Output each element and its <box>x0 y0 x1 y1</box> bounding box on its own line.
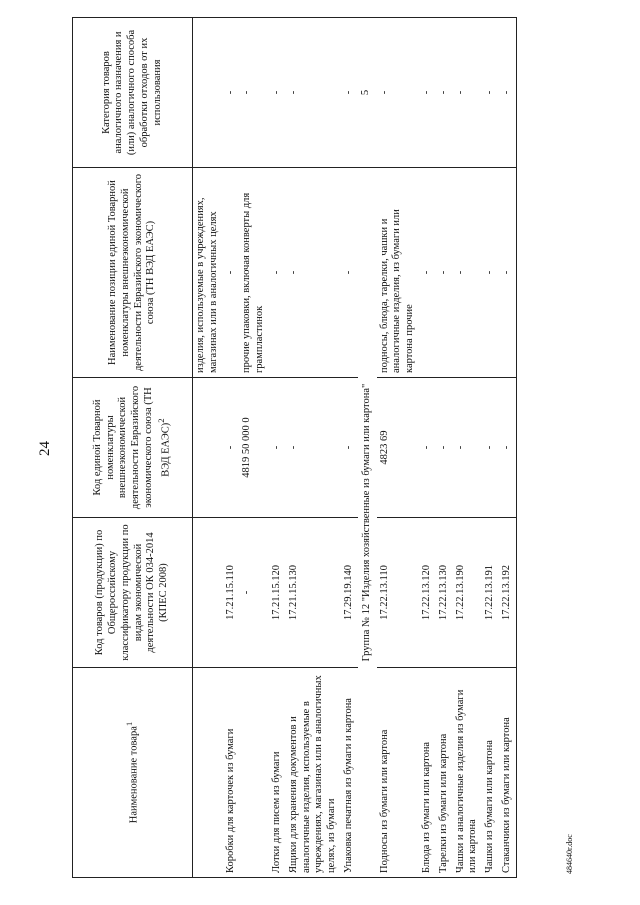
table-header-row <box>73 18 193 878</box>
cell-okpd: 17.21.15.130 <box>286 518 341 668</box>
cell-category: - <box>499 18 516 168</box>
cell-tnved-code: - <box>419 378 436 518</box>
group-row <box>358 18 377 878</box>
cell-tnved-code: - <box>341 378 358 518</box>
cell-tnved-code: - <box>223 378 240 518</box>
cell-name <box>239 668 269 878</box>
rotated-table-container <box>72 18 592 878</box>
cell-okpd: 17.22.13.130 <box>436 518 453 668</box>
cell-tnved-name: - <box>269 168 286 378</box>
cell-okpd: 17.22.13.190 <box>453 518 483 668</box>
cell-tnved-name: прочие упаковки, включая конверты для грампластинок <box>239 168 269 378</box>
cell-name: Подносы из бумаги или картона <box>377 668 419 878</box>
cell-okpd <box>193 518 223 668</box>
cell-tnved-name: подносы, блюда, тарелки, чашки и аналогичные изделия, из бумаги или картона прочие <box>377 168 419 378</box>
footer-filename: 484640r.doc <box>565 834 574 874</box>
cell-category: - <box>377 18 419 168</box>
cell-tnved-name: - <box>286 168 341 378</box>
cell-okpd: - <box>239 518 269 668</box>
cell-okpd: 17.22.13.120 <box>419 518 436 668</box>
table-row <box>499 18 516 878</box>
cell-category: - <box>436 18 453 168</box>
cell-tnved-code: 4819 50 000 0 <box>239 378 269 518</box>
cell-category: - <box>419 18 436 168</box>
goods-table <box>72 17 517 878</box>
cell-name: Коробки для карточек из бумаги <box>223 668 240 878</box>
cell-tnved-name: - <box>482 168 499 378</box>
cell-name <box>193 668 223 878</box>
cell-category: - <box>223 18 240 168</box>
cell-category: - <box>341 18 358 168</box>
cell-name: Ящики для хранения документов и аналогичные изделия, используемые в учреждениях, магазинах или в аналогичных целях, из бумаги <box>286 668 341 878</box>
cell-name: Чашки из бумаги или картона <box>482 668 499 878</box>
cell-tnved-name: - <box>436 168 453 378</box>
table-row <box>193 18 223 878</box>
cell-name: Стаканчики из бумаги или картона <box>499 668 516 878</box>
header-tnved-name: Наименование позиции единой Товарной номенклатуры внешнеэкономической деятельности Евразийского экономического союза (ТН ВЭД ЕАЭС) <box>73 168 193 378</box>
cell-name: Чашки и аналогичные изделия из бумаги или картона <box>453 668 483 878</box>
cell-okpd: 17.21.15.120 <box>269 518 286 668</box>
cell-okpd: 17.22.13.191 <box>482 518 499 668</box>
cell-tnved-code: - <box>499 378 516 518</box>
cell-okpd: 17.21.15.110 <box>223 518 240 668</box>
cell-tnved-code <box>193 378 223 518</box>
group-title: Группа № 12 "Изделия хозяйственные из бумаги или картона" <box>358 168 377 878</box>
cell-tnved-name: - <box>453 168 483 378</box>
cell-tnved-name: - <box>499 168 516 378</box>
header-category: Категория товаров аналогичного назначения и (или) аналогичного способа обработки отходов от их использования <box>73 18 193 168</box>
table-row <box>419 18 436 878</box>
table-row <box>436 18 453 878</box>
cell-tnved-code: - <box>286 378 341 518</box>
cell-okpd: 17.29.19.140 <box>341 518 358 668</box>
cell-tnved-code: - <box>482 378 499 518</box>
cell-tnved-name: - <box>419 168 436 378</box>
table-row <box>377 18 419 878</box>
header-tnved-code: Код единой Товарной номенклатуры внешнеэкономической деятельности Евразийского экономического союза (ТН ВЭД ЕАЭС)$^2$ <box>73 378 193 518</box>
cell-tnved-name: - <box>223 168 240 378</box>
header-okpd: Код товаров (продукции) по Общероссийскому классификатору продукции по видам экономической деятельности ОК 034-2014 (КПЕС 2008) <box>73 518 193 668</box>
cell-tnved-name: - <box>341 168 358 378</box>
table-row <box>453 18 483 878</box>
cell-name: Упаковка печатная из бумаги и картона <box>341 668 358 878</box>
table-row <box>286 18 341 878</box>
cell-category: - <box>482 18 499 168</box>
cell-name: Тарелки из бумаги или картона <box>436 668 453 878</box>
cell-tnved-code: - <box>269 378 286 518</box>
cell-category: - <box>239 18 269 168</box>
cell-tnved-code: - <box>436 378 453 518</box>
cell-category: - <box>453 18 483 168</box>
cell-okpd: 17.22.13.110 <box>377 518 419 668</box>
table-row <box>482 18 499 878</box>
group-category: 5 <box>358 18 377 168</box>
cell-okpd: 17.22.13.192 <box>499 518 516 668</box>
table-row <box>223 18 240 878</box>
cell-tnved-code: 4823 69 <box>377 378 419 518</box>
header-name: Наименование товара$^1$ <box>73 668 193 878</box>
cell-name: Лотки для писем из бумаги <box>269 668 286 878</box>
table-row <box>341 18 358 878</box>
cell-category: - <box>286 18 341 168</box>
page-number: 24 <box>37 441 53 456</box>
cell-category: - <box>269 18 286 168</box>
table-row <box>269 18 286 878</box>
cell-tnved-name: изделия, используемые в учреждениях, магазинах или в аналогичных целях <box>193 168 223 378</box>
cell-tnved-code: - <box>453 378 483 518</box>
cell-name: Блюда из бумаги или картона <box>419 668 436 878</box>
table-row <box>239 18 269 878</box>
cell-category <box>193 18 223 168</box>
